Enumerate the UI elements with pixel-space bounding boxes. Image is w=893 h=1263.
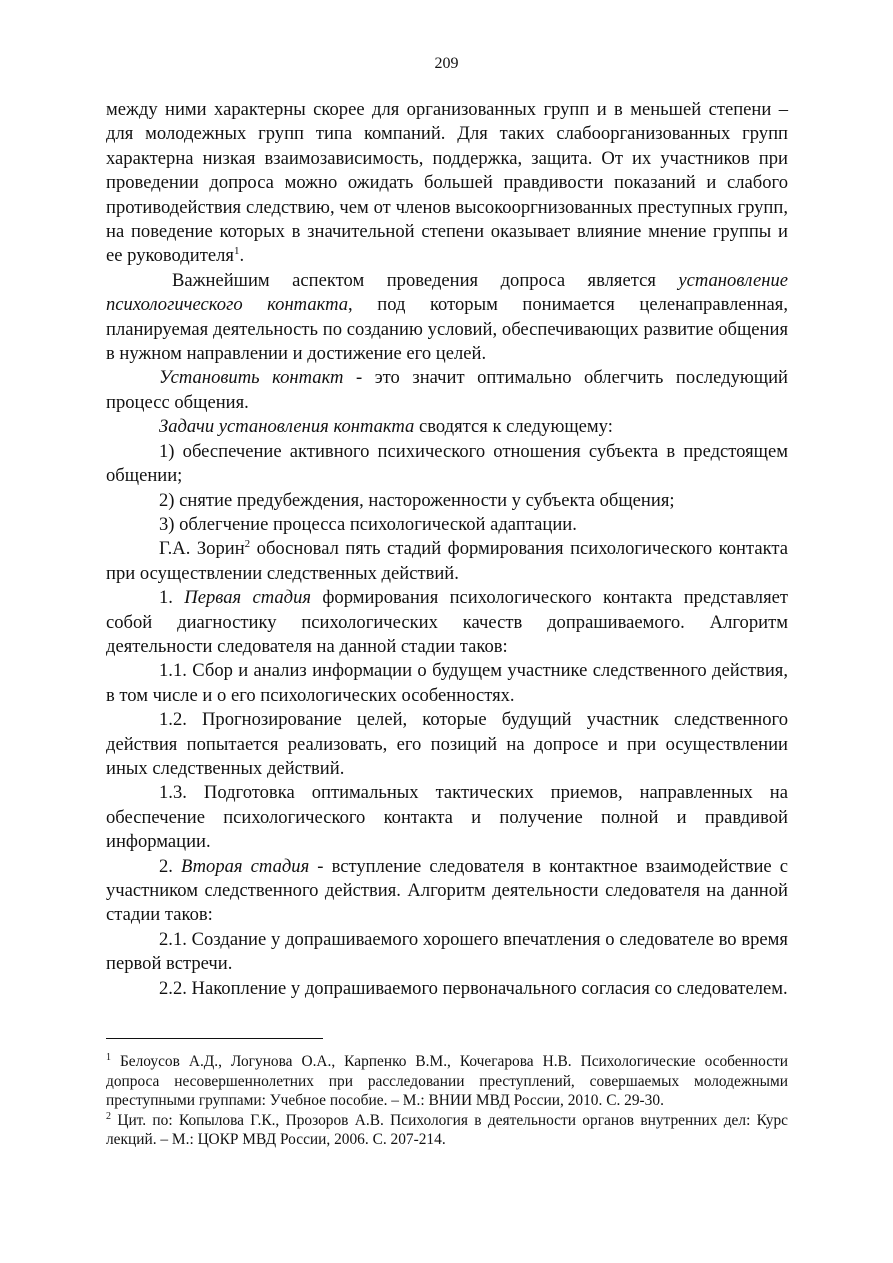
paragraph: 2. Вторая стадия - вступление следователя в контактное взаимодействие с участником следственного действия. Алгоритм деятельности следователя на данной стадии таков: [106, 855, 789, 926]
list-item: 1.1. Сбор и анализ информации о будущем участнике следственного действия, в том числе и о его психологических особенностях. [106, 660, 788, 706]
footnote-mark: 2 [106, 1110, 111, 1122]
paragraph: Важнейшим аспектом проведения допроса является установление психологического контакта, под которым понимается целенаправленная, планируемая деятельность по созданию условий, обеспечивающих развитие общения в нужном направлении и достижение его целей. [106, 269, 788, 365]
italic-term: Задачи установления контакта [159, 416, 415, 438]
list-item: 1.3. Подготовка оптимальных тактических приемов, направленных на обеспечение психологического контакта и получение полной и правдивой информации. [106, 782, 788, 853]
paragraph: 1. Первая стадия формирования психологического контакта представляет собой диагностику психологических качеств допрашиваемого. Алгоритм деятельности следователя на данной стадии таков: [106, 587, 789, 657]
footnote: $^2$ Цит. по: Копылова Г.К., Прозоров А.В. Психология в деятельности органов внутренних дел: Курс лекций. – М.: ЦОКР МВД России, 2006. С. 207-214. [106, 1110, 788, 1149]
paragraph: Г.А. Зорин$^2$ обосновал пять стадий формирования психологического контакта при осуществлении следственных действий. [106, 538, 788, 584]
body-text [106, 98, 788, 1001]
paragraph: Задачи установления контакта сводятся к следующему: [159, 416, 613, 438]
footnote: $^1$ Белоусов А.Д., Логунова О.А., Карпенко В.М., Кочегарова Н.В. Психологические особенности допроса несовершеннолетних при расследовании преступлений, совершаемых молодежными преступными группами: Учебное пособие. – М.: ВНИИ МВД России, 2010. С. 29-30. [106, 1051, 788, 1110]
footnotes [106, 1052, 788, 1150]
list-item: 2.2. Накопление у допрашиваемого первоначального согласия со следователем. [159, 977, 788, 999]
page-number: 209 [434, 55, 459, 72]
list-item: 1.2. Прогнозирование целей, которые будущий участник следственного действия попытается реализовать, его позиций на допросе и при осуществлении иных следственных действий. [106, 709, 788, 779]
footnote-ref: 2 [244, 538, 251, 551]
footnote-ref: 1 [233, 245, 240, 258]
footnote-mark: 1 [106, 1051, 111, 1063]
paragraph: между ними характерны скорее для организованных групп и в меньшей степени – для молодежных групп типа компаний. Для таких слабоорганизованных групп характерна низкая взаимозависимость, поддержка, защита. От их участников при проведении допроса можно ожидать большей правдивости показаний и слабого противодействия следствию, чем от членов высокооргнизованных преступных групп, на поведение которых в значительной степени оказывает влияние мнение группы и ее руководителя$^1$. [106, 99, 788, 267]
footnote-separator [106, 1038, 323, 1039]
italic-term: установление психологического контакта [106, 269, 788, 316]
list-item: 2.1. Создание у допрашиваемого хорошего впечатления о следователе во время первой встречи. [106, 928, 788, 975]
italic-term: Установить контакт [159, 367, 344, 389]
list-item: 1) обеспечение активного психического отношения субъекта в предстоящем общении; [106, 440, 788, 487]
italic-term: Первая стадия [184, 587, 312, 609]
paragraph: Установить контакт - это значит оптимально облегчить последующий процесс общения. [106, 367, 788, 413]
list-item: 2) снятие предубеждения, настороженности у субъекта общения; [159, 489, 675, 511]
list-item: 3) облегчение процесса психологической адаптации. [159, 513, 577, 535]
italic-term: Вторая стадия [181, 855, 310, 877]
